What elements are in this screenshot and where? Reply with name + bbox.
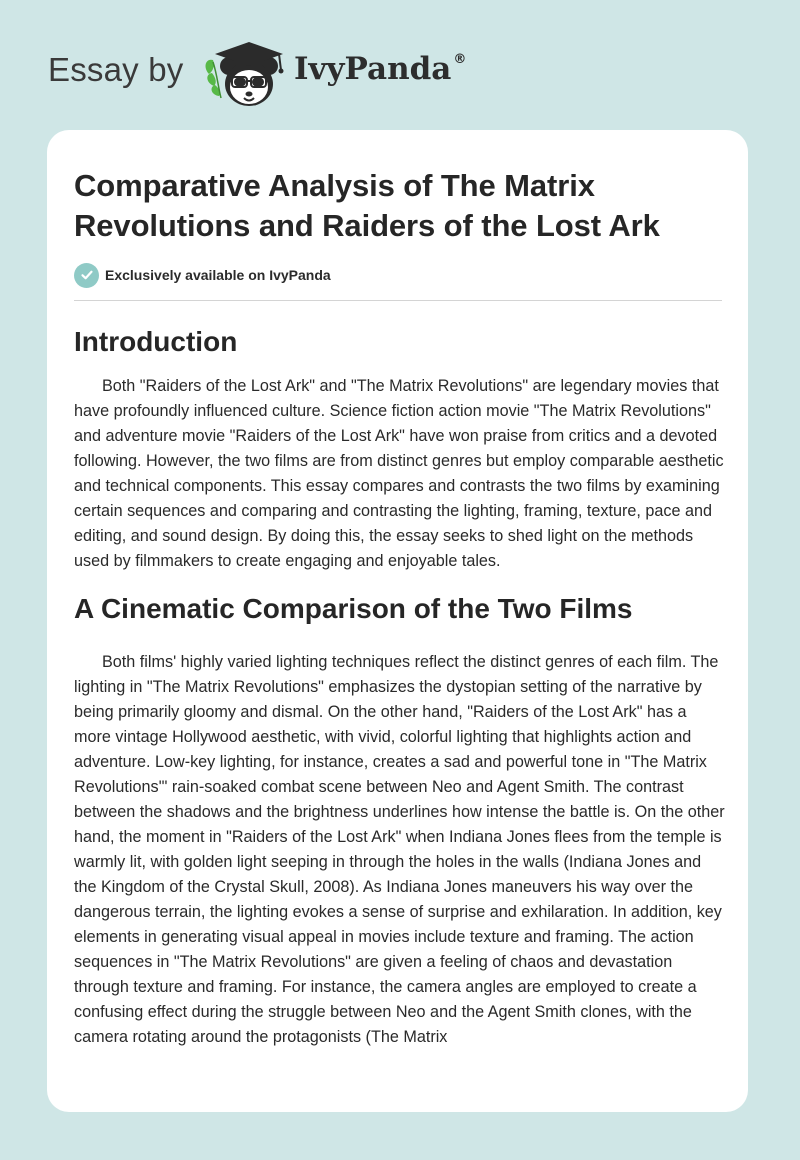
essay-by-label: Essay by — [48, 51, 184, 88]
section-paragraph-cinematic-comparison: Both films' highly varied lighting techniques reflect the distinct genres of each film. The lighting in "The Matrix Revolutions" emphasizes the dystopian setting of the narrative by being primarily gloomy and dismal. On the other hand, "Raiders of the Lost Ark" has a more vintage Hollywood aesthetic, with vivid, colorful lighting that highlights action and adventure. Low-key lighting, for instance, creates a sad and powerful tone in "The Matrix Revolutions'" rain-soaked combat scene between Neo and Agent Smith. The contrast between the shadows and the brightness underlines how intense the battle is. On the other hand, the moment in "Raiders of the Lost Ark" when Indiana Jones flees from the temple is warmly lit, with golden light seeping in through the holes in the walls (Indiana Jones and the Kingdom of the Crystal Skull, 2008). As Indiana Jones maneuvers his way over the dangerous terrain, the lighting evokes a sense of surprise and exhilaration. In addition, key elements in generating visual appeal in movies include texture and framing. The action sequences in "The Matrix Revolutions" are given a feeling of chaos and devastation through texture and framing. For instance, the camera angles are employed to create a confusing effect during the struggle between Neo and the Agent Smith clones, with the camera rotating around the protagonists (The Matrix — [74, 653, 725, 1046]
section-heading-introduction: Introduction — [74, 326, 238, 357]
section-heading-cinematic-comparison: A Cinematic Comparison of the Two Films — [74, 593, 633, 624]
essay-card — [47, 130, 748, 1112]
exclusive-badge — [74, 262, 726, 288]
registered-mark: ® — [453, 52, 467, 67]
essay-title: Comparative Analysis of The Matrix Revolutions and Raiders of the Lost Ark — [74, 168, 660, 243]
section-paragraph-introduction: Both "Raiders of the Lost Ark" and "The Matrix Revolutions" are legendary movies that have profoundly influenced culture. Science fiction action movie "The Matrix Revolutions" and adventure movie "Raiders of the Lost Ark" have won praise from critics and a devoted following. However, the two films are from distinct genres but employ comparable aesthetic and technical components. This essay compares and contrasts the two films by examining certain sequences and comparing and contrasting the lighting, framing, texture, pace and editing, and sound design. By doing this, the essay seeks to shed light on the methods used by filmmakers to create engaging and enjoyable tales. — [74, 377, 724, 570]
brand-name-text: IvyPanda — [294, 51, 452, 87]
site-header — [48, 34, 508, 110]
brand-name[interactable] — [294, 51, 466, 87]
check-circle-icon — [74, 263, 99, 288]
exclusive-badge-text: Exclusively available on IvyPanda — [105, 267, 331, 283]
essay-content — [74, 166, 726, 1050]
divider — [74, 300, 722, 301]
panda-graduate-icon[interactable] — [201, 34, 293, 110]
